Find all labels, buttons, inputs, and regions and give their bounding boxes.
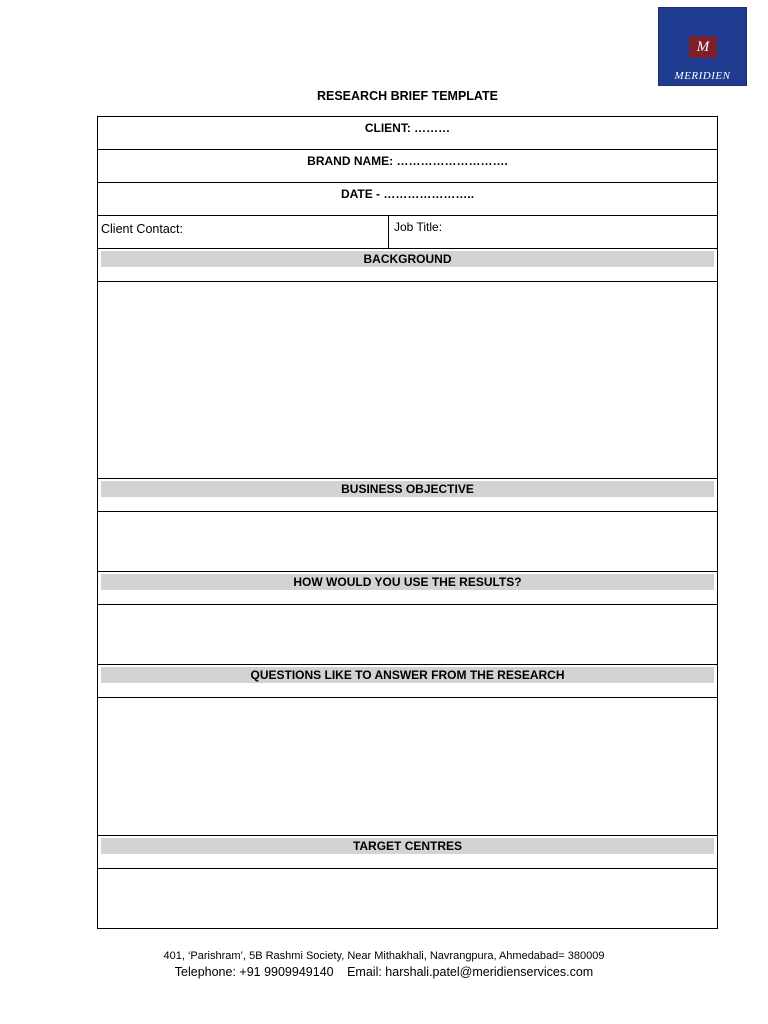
- footer-email: Email: harshali.patel@meridienservices.com: [347, 965, 594, 979]
- client-label: CLIENT: ………: [364, 121, 451, 135]
- date-row[interactable]: [98, 183, 717, 216]
- background-header-row: [98, 249, 717, 282]
- footer-telephone: Telephone: +91 9909949140: [174, 965, 334, 979]
- date-label: DATE - …………………..: [340, 187, 475, 201]
- footer-address: 401, ‘Parishram’, 5B Rashmi Society, Near Mithakhali, Navrangpura, Ahmedabad= 380009: [163, 950, 605, 962]
- background-field[interactable]: [98, 282, 717, 479]
- background-heading: BACKGROUND: [101, 251, 714, 267]
- document-title: RESEARCH BRIEF TEMPLATE: [316, 89, 499, 103]
- use-results-heading: HOW WOULD YOU USE THE RESULTS?: [101, 574, 714, 590]
- job-title-label: Job Title:: [394, 220, 443, 234]
- questions-field[interactable]: [98, 698, 717, 836]
- research-brief-form: [97, 116, 718, 929]
- footer-contact: [0, 965, 768, 979]
- logo-mark: M: [689, 36, 717, 58]
- brand-name-row[interactable]: [98, 150, 717, 183]
- use-results-field[interactable]: [98, 605, 717, 665]
- business-objective-field[interactable]: [98, 512, 717, 572]
- client-contact-label: Client Contact:: [101, 222, 183, 236]
- questions-header-row: [98, 665, 717, 698]
- business-objective-header-row: [98, 479, 717, 512]
- business-objective-heading: BUSINESS OBJECTIVE: [101, 481, 714, 497]
- use-results-header-row: [98, 572, 717, 605]
- questions-heading: QUESTIONS LIKE TO ANSWER FROM THE RESEARCH: [101, 667, 714, 683]
- client-row[interactable]: [98, 117, 717, 150]
- meridien-logo: [658, 7, 747, 86]
- target-centres-header-row: [98, 836, 717, 869]
- brand-name-label: BRAND NAME: ……………………….: [307, 154, 508, 168]
- logo-name: MERIDIEN: [674, 70, 731, 82]
- target-centres-heading: TARGET CENTRES: [101, 838, 714, 854]
- contact-row: [98, 216, 717, 249]
- client-contact-cell[interactable]: [98, 216, 389, 248]
- target-centres-field[interactable]: [98, 869, 717, 930]
